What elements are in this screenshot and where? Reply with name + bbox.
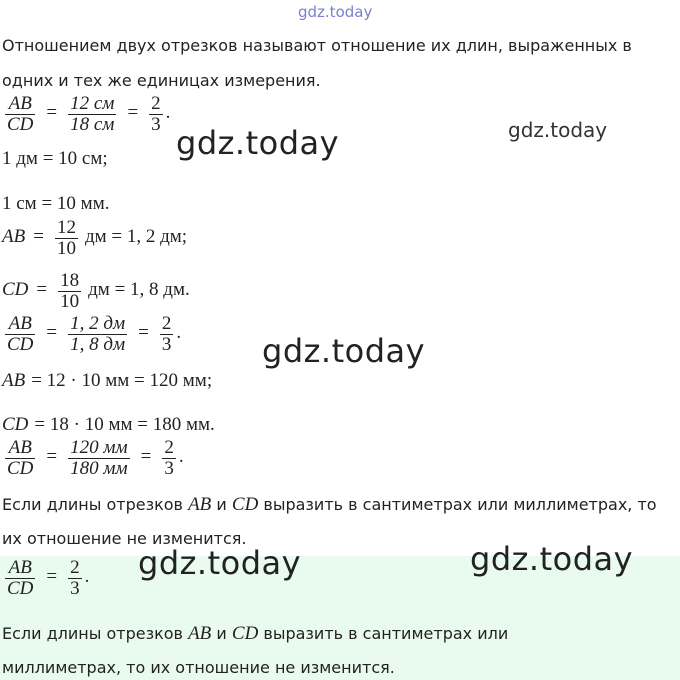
conversion-cm-mm: 1 см = 10 мм.: [2, 193, 110, 214]
answer-line-2: миллиметрах, то их отношение не изменится.: [2, 658, 395, 677]
ratio-equation-dm: $\frac{AB}{CD}$ = $\frac{1, 2 дм}{1, 8 дм}$ = $\frac{2}{3}$ .: [7, 313, 182, 353]
fraction-result: $\frac{2}{3}$: [151, 93, 161, 133]
cd-in-mm: CD = 18 · 10 мм = 180 мм.: [2, 414, 215, 435]
watermark: gdz.today: [176, 124, 340, 162]
intro-line-1: Отношением двух отрезков называют отношение их длин, выраженных в: [2, 36, 632, 55]
watermark: gdz.today: [262, 332, 426, 370]
answer-equation: $\frac{AB}{CD}$ = $\frac{2}{3}$ .: [7, 557, 90, 597]
cd-in-dm: CD = $\frac{18}{10}$ дм = 1, 8 дм.: [2, 270, 190, 310]
ab-in-dm: AB = $\frac{12}{10}$ дм = 1, 2 дм;: [2, 217, 188, 257]
conclusion-line-2: их отношение не изменится.: [2, 529, 247, 548]
conclusion-line-1: Если длины отрезков AB и CD выразить в сантиметрах или миллиметрах, то: [2, 494, 657, 515]
fraction-ab-cd: $\frac{AB}{CD}$: [7, 93, 34, 133]
fraction-cm: $\frac{12 см}{18 см}$: [70, 93, 115, 133]
ratio-equation-mm: $\frac{AB}{CD}$ = $\frac{120 мм}{180 мм}$ = $\frac{2}{3}$ .: [7, 437, 184, 477]
watermark: gdz.today: [470, 540, 634, 578]
ab-in-mm: AB = 12 · 10 мм = 120 мм;: [2, 370, 213, 391]
conversion-dm-cm: 1 дм = 10 см;: [2, 148, 108, 169]
intro-line-2: одних и тех же единицах измерения.: [2, 71, 321, 90]
watermark-top: gdz.today: [298, 3, 373, 21]
watermark: gdz.today: [508, 118, 608, 142]
ratio-equation-cm: $\frac{AB}{CD}$ = $\frac{12 см}{18 см}$ = $\frac{2}{3}$ .: [7, 93, 171, 133]
answer-line-1: Если длины отрезков AB и CD выразить в сантиметрах или: [2, 623, 509, 644]
watermark: gdz.today: [138, 544, 302, 582]
